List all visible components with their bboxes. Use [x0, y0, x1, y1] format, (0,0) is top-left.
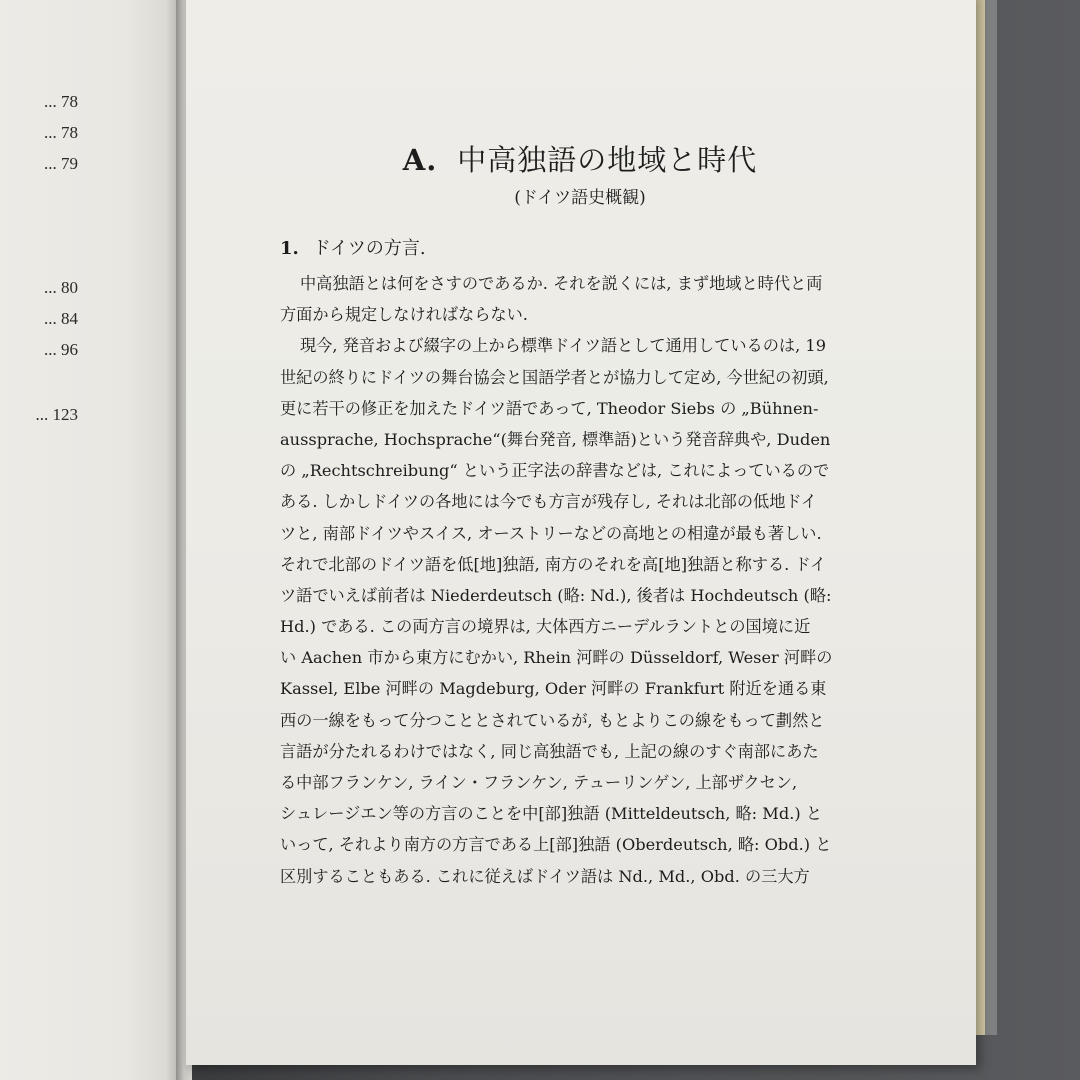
text-line: 方面から規定しなければならない. — [280, 305, 528, 325]
section-title: ドイツの方言. — [312, 238, 426, 259]
toc-leader: ... — [44, 154, 57, 173]
toc-page-number: 123 — [52, 405, 78, 424]
toc-page-number: 79 — [61, 154, 78, 173]
text-line: シュレージエン等の方言のことを中[部]独語 (Mitteldeutsch, 略: Md.) と — [280, 804, 823, 824]
text-line: aussprache, Hochsprache“(舞台発音, 標準語)という発音辞典や, Duden — [280, 429, 831, 449]
text-line: Kassel, Elbe 河畔の Magdeburg, Oder 河畔の Frankfurt 附近を通る東 — [280, 679, 827, 699]
toc-leader: ... — [44, 92, 57, 111]
chapter-letter: A. — [402, 143, 438, 177]
toc-entry — [44, 123, 78, 143]
text-line: ツ語でいえば前者は Niederdeutsch (略: Nd.), 後者は Hochdeutsch (略: — [280, 585, 832, 605]
section-heading — [280, 234, 860, 264]
text-line: それで北部のドイツ語を低[地]独語, 南方のそれを高[地]独語と称する. ドイ — [280, 554, 827, 574]
paragraph-2 — [280, 330, 860, 891]
chapter-heading — [300, 140, 860, 180]
toc-leader: ... — [44, 340, 57, 359]
text-line: Hd.) である. この両方言の境界は, 大体西方ニーデルラントとの国境に近 — [280, 617, 811, 637]
text-line: い Aachen 市から東方にむかい, Rhein 河畔の Düsseldorf, Weser 河畔の — [280, 648, 833, 668]
toc-entry — [44, 154, 78, 174]
text-line: 区別することもある. これに従えばドイツ語は Nd., Md., Obd. の三大方 — [280, 866, 810, 886]
toc-entry — [44, 340, 78, 360]
text-line: 西の一線をもって分つこととされているが, もとよりこの線をもって劃然と — [280, 710, 825, 730]
text-line: いって, それより南方の方言である上[部]独語 (Oberdeutsch, 略: Obd.) と — [280, 835, 832, 855]
book-cover-edge — [985, 0, 997, 1035]
toc-leader: ... — [44, 309, 57, 328]
toc-page-number: 96 — [61, 340, 78, 359]
toc-leader: ... — [44, 123, 57, 142]
paragraph-1 — [280, 268, 860, 330]
text-line: 中高独語とは何をさすのであるか. それを説くには, まず地域と時代と両 — [300, 274, 823, 293]
toc-page-number: 78 — [61, 92, 78, 111]
text-line: 世紀の終りにドイツの舞台協会と国語学者とが協力して定め, 今世紀の初頭, — [280, 367, 829, 387]
chapter-title: 中高独語の地域と時代 — [457, 143, 758, 177]
section-number: 1. — [280, 238, 299, 259]
page-content — [280, 140, 860, 892]
toc-entry — [36, 405, 79, 425]
text-line: 更に若干の修正を加えたドイツ語であって, Theodor Siebs の „Bühnen- — [280, 398, 819, 418]
toc-page-number: 78 — [61, 123, 78, 142]
toc-entry — [44, 92, 78, 112]
text-line: 言語が分たれるわけではなく, 同じ高独語でも, 上記の線のすぐ南部にあた — [280, 741, 819, 761]
left-page — [0, 0, 180, 1080]
toc-leader: ... — [35, 405, 49, 424]
text-line: ツと, 南部ドイツやスイス, オーストリーなどの高地との相違が最も著しい. — [280, 523, 822, 543]
toc-entry — [44, 278, 78, 298]
toc-page-number: 84 — [61, 309, 78, 328]
text-line: の „Rechtschreibung“ という正字法の辞書などは, これによっているので — [280, 461, 830, 481]
toc-leader: ... — [44, 278, 57, 297]
text-line: ある. しかしドイツの各地には今でも方言が残存し, それは北部の低地ドイ — [280, 492, 817, 512]
toc-entry — [44, 309, 78, 329]
text-line: る中部フランケン, ライン・フランケン, テューリンゲン, 上部ザクセン, — [280, 773, 798, 792]
toc-page-number: 80 — [61, 278, 78, 297]
chapter-subtitle: (ドイツ語史概観) — [514, 188, 646, 208]
text-line: 現今, 発音および綴字の上から標準ドイツ語として通用しているのは, 19 — [300, 336, 826, 356]
